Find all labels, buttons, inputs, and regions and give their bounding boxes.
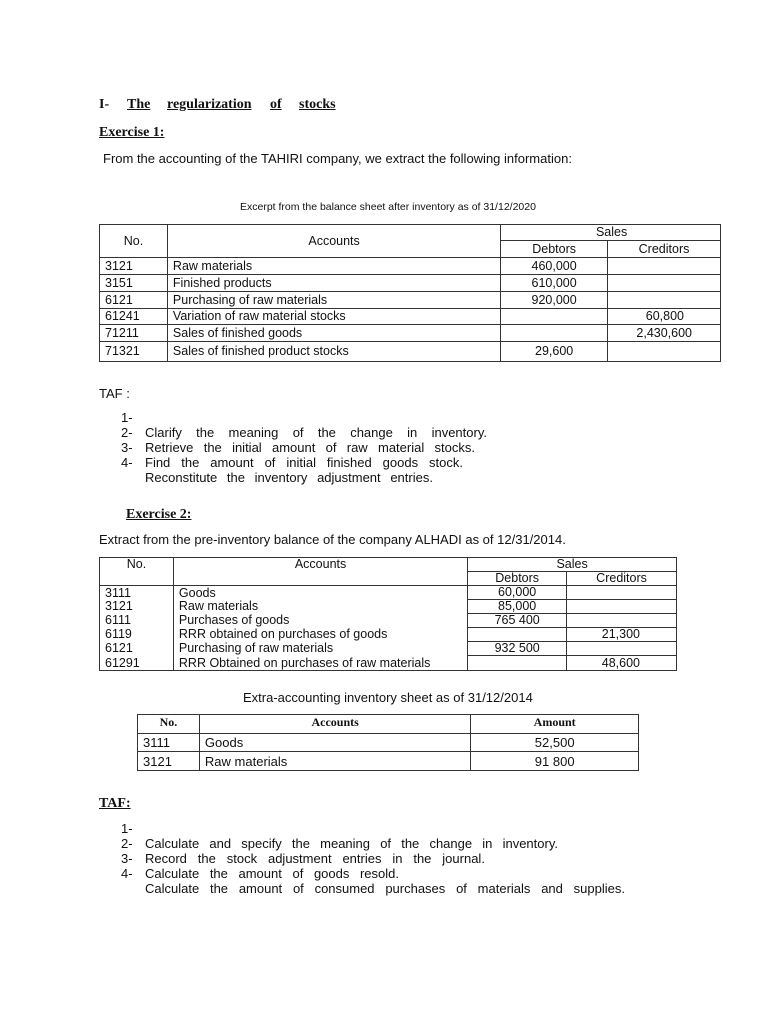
task-number: 1-: [121, 410, 133, 425]
header-accounts: Accounts: [167, 225, 500, 258]
exercise-2-title: Exercise 2:: [126, 507, 192, 522]
cell-no: 6119: [100, 628, 174, 642]
cell-no: 3151: [100, 275, 168, 292]
cell-no: 3111: [100, 586, 174, 600]
table-row: [100, 325, 721, 342]
cell-debit: [501, 325, 608, 342]
section-title-word: of: [270, 97, 282, 112]
cell-no: 3121: [138, 752, 200, 771]
header-creditors: Creditors: [567, 572, 677, 586]
header-accounts: Accounts: [173, 558, 467, 586]
cell-debit: 932 500: [468, 642, 567, 656]
table-row: [100, 258, 721, 275]
exercise-1-table-caption: Excerpt from the balance sheet after inventory as of 31/12/2020: [240, 201, 536, 213]
table-row: [138, 734, 639, 752]
cell-debit: 29,600: [501, 342, 608, 362]
exercise-1-intro: From the accounting of the TAHIRI company, we extract the following information:: [103, 151, 572, 166]
header-sales: Sales: [501, 225, 721, 241]
table-row: [100, 614, 677, 628]
cell-debit: [468, 628, 567, 642]
table-row: [100, 342, 721, 362]
cell-no: 71211: [100, 325, 168, 342]
table-row: [100, 600, 677, 614]
cell-no: 71321: [100, 342, 168, 362]
inventory-sheet-caption: Extra-accounting inventory sheet as of 31/12/2014: [243, 690, 533, 705]
cell-debit: 85,000: [468, 600, 567, 614]
cell-no: 6121: [100, 642, 174, 656]
header-sales: Sales: [468, 558, 677, 572]
task-number: 3-: [121, 440, 133, 455]
header-no: No.: [100, 225, 168, 258]
cell-credit: [567, 586, 677, 600]
table-row: [100, 275, 721, 292]
section-number: I-: [99, 97, 110, 112]
cell-debit: [468, 656, 567, 671]
section-title: [99, 97, 339, 115]
table-row: [100, 292, 721, 309]
cell-account: Sales of finished goods: [167, 325, 500, 342]
cell-debit: 920,000: [501, 292, 608, 309]
task-item: 2- Retrieve the initial amount of raw material stocks.: [121, 425, 475, 455]
section-title-word: regularization: [167, 97, 252, 112]
cell-no: 3121: [100, 258, 168, 275]
cell-account: Variation of raw material stocks: [167, 309, 500, 325]
exercise-1-title: Exercise 1:: [99, 125, 165, 140]
cell-account: Purchasing of raw materials: [167, 292, 500, 309]
cell-credit: [608, 258, 721, 275]
cell-credit: [567, 614, 677, 628]
table-row: [100, 309, 721, 325]
cell-account: RRR obtained on purchases of goods: [173, 628, 467, 642]
task-number: 3-: [121, 851, 133, 866]
table-row: [100, 656, 677, 671]
cell-debit: 610,000: [501, 275, 608, 292]
task-item: 3- Calculate the amount of goods resold.: [121, 851, 399, 881]
task-item: 3- Find the amount of initial finished goods stock.: [121, 440, 463, 470]
cell-account: Raw materials: [199, 752, 470, 771]
cell-account: Purchases of goods: [173, 614, 467, 628]
cell-account: Goods: [199, 734, 470, 752]
cell-no: 61241: [100, 309, 168, 325]
header-amount: Amount: [471, 715, 639, 734]
exercise-2-intro: Extract from the pre-inventory balance of the company ALHADI as of 12/31/2014.: [99, 532, 566, 547]
task-item: 4- Calculate the amount of consumed purchases of materials and supplies.: [121, 866, 625, 896]
table-row: [138, 752, 639, 771]
task-item: 4- Reconstitute the inventory adjustment entries.: [121, 455, 433, 485]
cell-no: 3111: [138, 734, 200, 752]
task-list-1: [121, 410, 487, 485]
cell-amount: 91 800: [471, 752, 639, 771]
header-accounts: Accounts: [199, 715, 470, 734]
cell-account: Goods: [173, 586, 467, 600]
cell-account: Purchasing of raw materials: [173, 642, 467, 656]
cell-credit: 48,600: [567, 656, 677, 671]
cell-no: 6121: [100, 292, 168, 309]
cell-credit: [567, 642, 677, 656]
balance-table-2: [99, 557, 677, 671]
cell-account: Raw materials: [167, 258, 500, 275]
cell-debit: 60,000: [468, 586, 567, 600]
task-number: 4-: [121, 866, 133, 881]
cell-account: Finished products: [167, 275, 500, 292]
task-number: 2-: [121, 425, 133, 440]
cell-debit: 765 400: [468, 614, 567, 628]
cell-account: Sales of finished product stocks: [167, 342, 500, 362]
cell-credit: [608, 292, 721, 309]
cell-account: Raw materials: [173, 600, 467, 614]
cell-debit: [501, 309, 608, 325]
task-number: 1-: [121, 821, 133, 836]
inventory-sheet-table: [137, 714, 639, 771]
header-debtors: Debtors: [468, 572, 567, 586]
balance-table-1: [99, 224, 721, 362]
cell-credit: [567, 600, 677, 614]
table-row: [100, 628, 677, 642]
cell-amount: 52,500: [471, 734, 639, 752]
task-number: 4-: [121, 455, 133, 470]
cell-credit: 2,430,600: [608, 325, 721, 342]
header-debtors: Debtors: [501, 241, 608, 258]
task-list-2: [121, 821, 641, 896]
cell-debit: 460,000: [501, 258, 608, 275]
cell-no: 61291: [100, 656, 174, 671]
taf-label-1: TAF :: [99, 386, 130, 401]
task-item: 1- Calculate and specify the meaning of the change in inventory.: [121, 821, 558, 851]
task-item: 1- Clarify the meaning of the change in inventory.: [121, 410, 487, 440]
header-no: No.: [138, 715, 200, 734]
section-title-word: stocks: [299, 97, 336, 112]
section-title-word: The: [127, 97, 151, 112]
cell-no: 3121: [100, 600, 174, 614]
cell-account: RRR Obtained on purchases of raw materials: [173, 656, 467, 671]
header-no: No.: [100, 558, 174, 586]
task-number: 2-: [121, 836, 133, 851]
cell-no: 6111: [100, 614, 174, 628]
task-item: 2- Record the stock adjustment entries in the journal.: [121, 836, 485, 866]
cell-credit: 60,800: [608, 309, 721, 325]
header-creditors: Creditors: [608, 241, 721, 258]
cell-credit: 21,300: [567, 628, 677, 642]
cell-credit: [608, 342, 721, 362]
table-row: [100, 586, 677, 600]
cell-credit: [608, 275, 721, 292]
taf-label-2: TAF:: [99, 796, 131, 811]
table-row: [100, 642, 677, 656]
